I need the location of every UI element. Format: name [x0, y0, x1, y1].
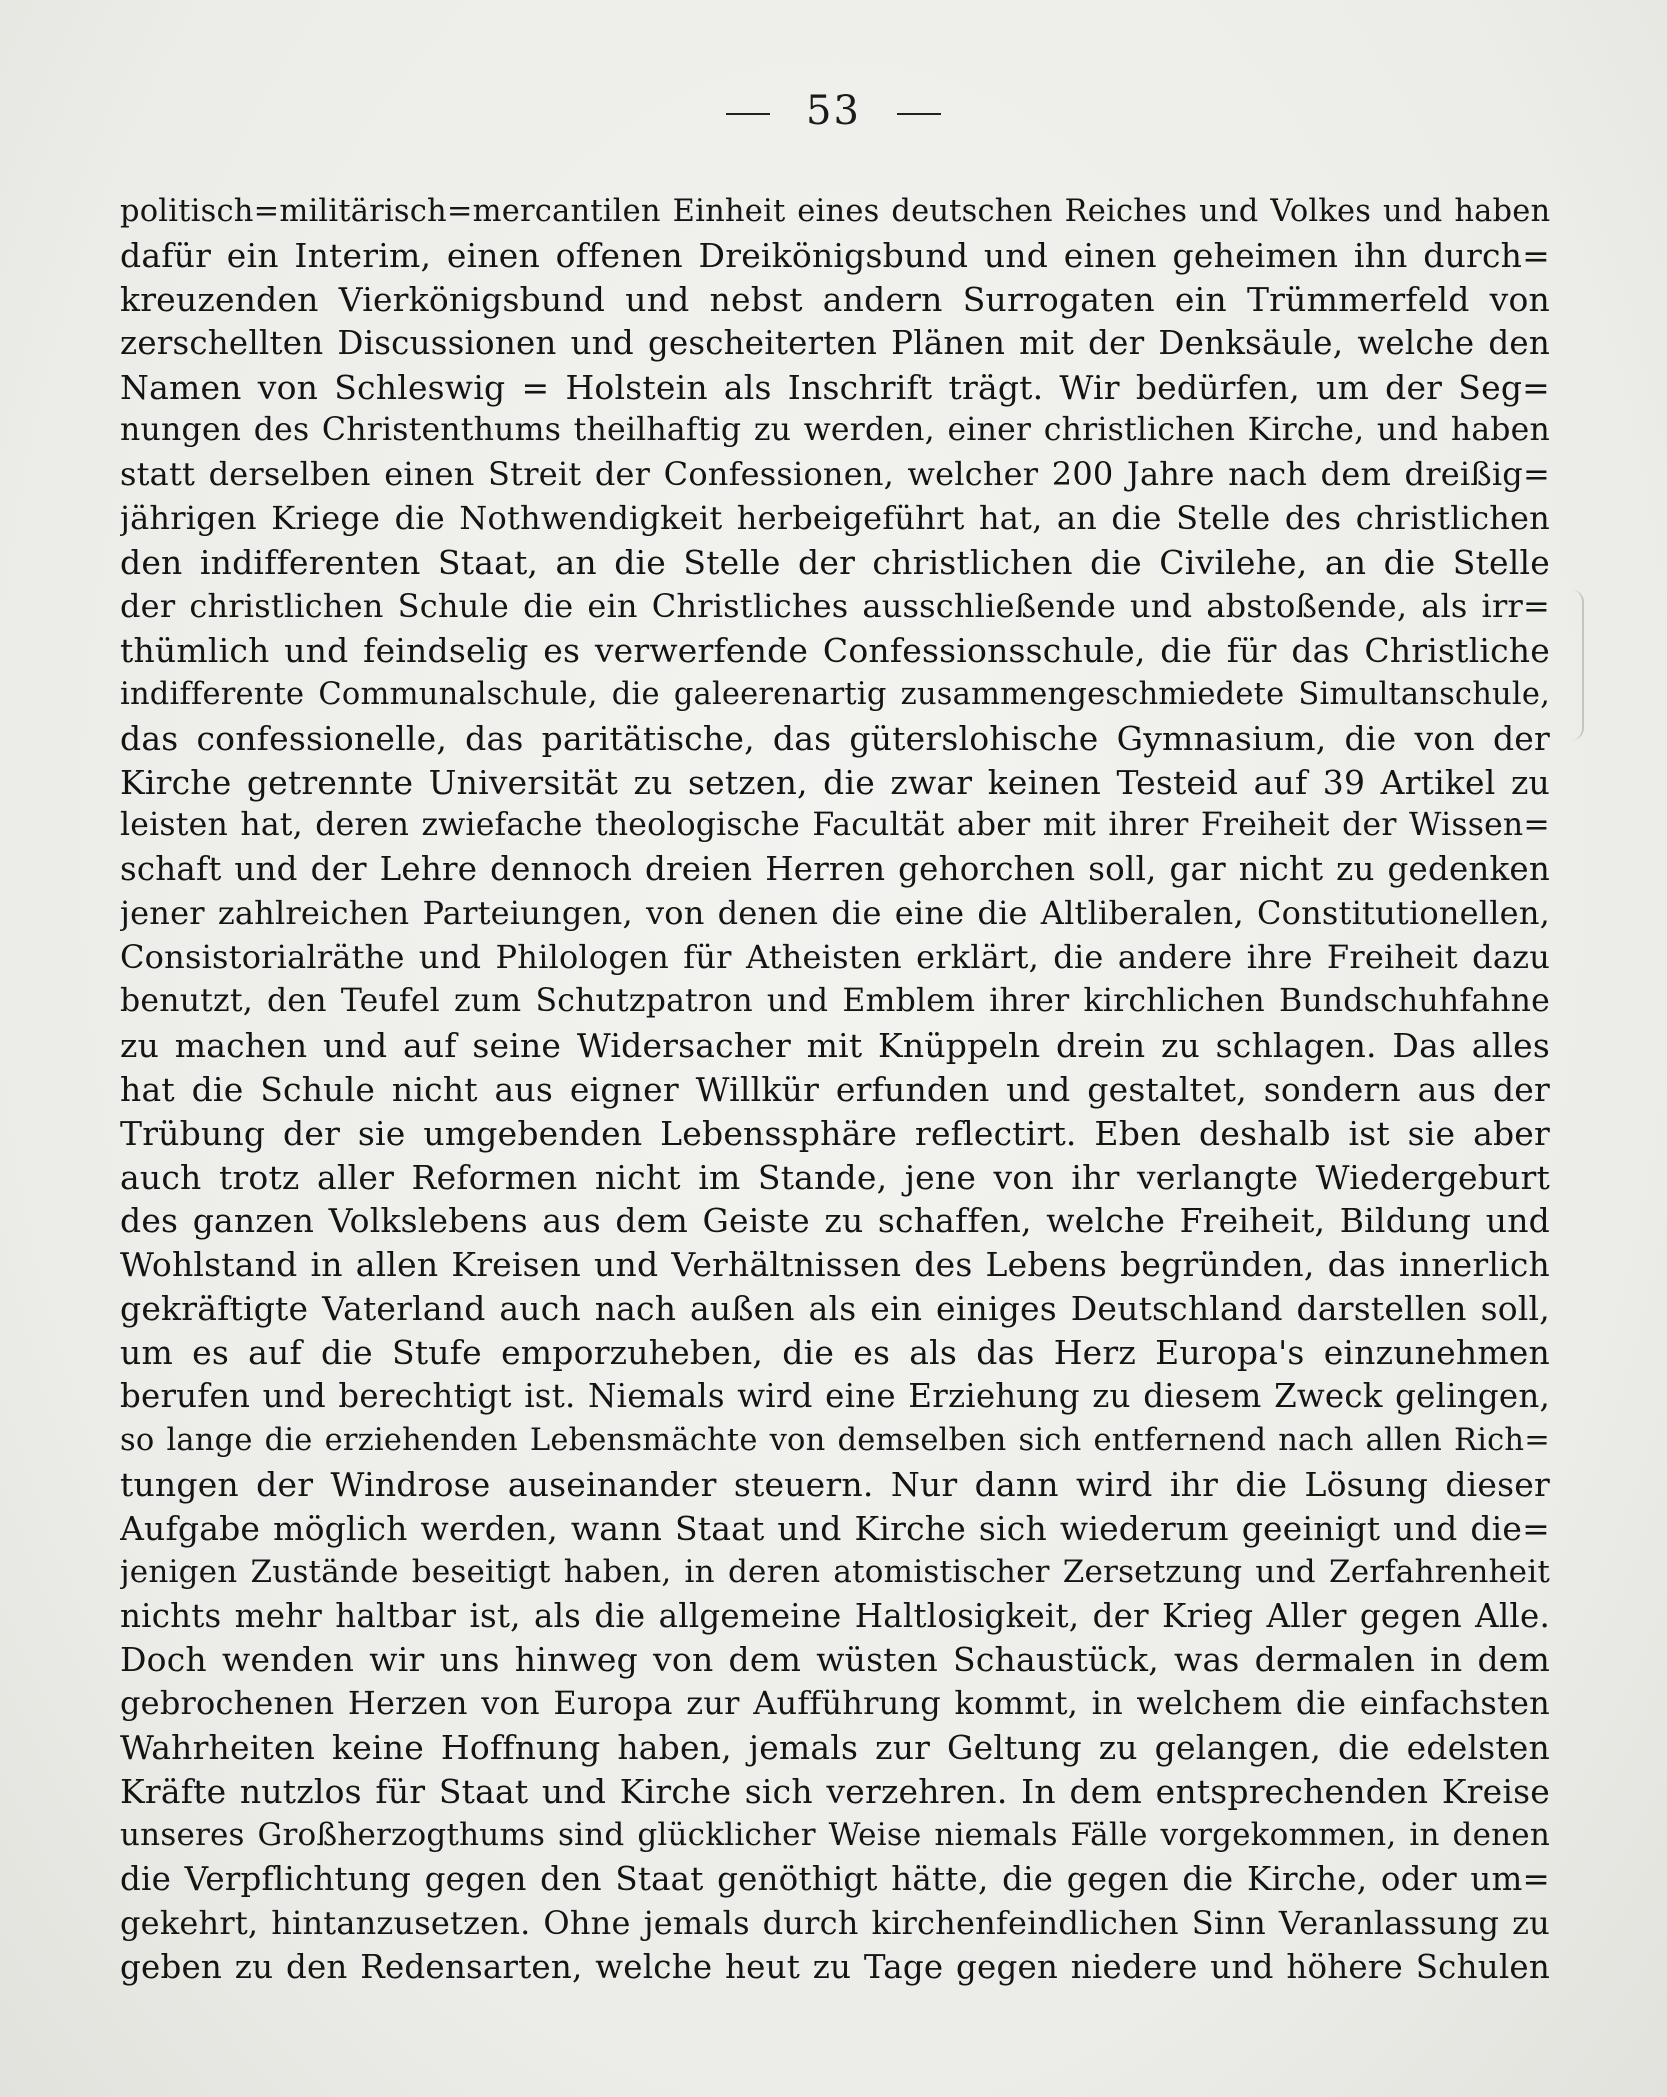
text-line: Consistorialräthe und Philologen für Atheisten erklärt, die andere ihre Freiheit dazu: [120, 938, 1550, 977]
text-line: der christlichen Schule die ein Christliches ausschließende und abstoßende, als irr=: [120, 587, 1550, 626]
text-line: nichts mehr haltbar ist, als die allgemeine Haltlosigkeit, der Krieg Aller gegen Alle.: [120, 1596, 1550, 1635]
text-line: kreuzenden Vierkönigsbund und nebst andern Surrogaten ein Trümmerfeld von: [120, 279, 1550, 319]
text-line: unseres Großherzogthums sind glücklicher Weise niemals Fälle vorgekommen, in denen: [120, 1816, 1550, 1853]
page-header: [0, 88, 1667, 134]
page-body-text: [120, 190, 1550, 1990]
text-line: Aufgabe möglich werden, wann Staat und Kirche sich wiederum geeinigt und die=: [120, 1508, 1550, 1548]
text-line: thümlich und feindselig es verwerfende Confessionsschule, die für das Christliche: [120, 630, 1550, 670]
text-line: statt derselben einen Streit der Confessionen, welcher 200 Jahre nach dem dreißig=: [120, 455, 1550, 494]
text-line: zerschellten Discussionen und gescheiterten Plänen mit der Denksäule, welche den: [120, 323, 1550, 362]
text-line: die Verpflichtung gegen den Staat genöthigt hätte, die gegen die Kirche, oder um=: [120, 1859, 1550, 1898]
text-line: um es auf die Stufe emporzuheben, die es als das Herz Europa's einzunehmen: [120, 1333, 1550, 1373]
text-line: Namen von Schleswig = Holstein als Inschrift trägt. Wir bedürfen, um der Seg=: [120, 367, 1550, 407]
text-line: Wahrheiten keine Hoffnung haben, jemals zur Geltung zu gelangen, die edelsten: [120, 1728, 1550, 1768]
text-line: jenigen Zustände beseitigt haben, in deren atomistischer Zersetzung und Zerfahrenheit: [120, 1553, 1550, 1590]
text-line: berufen und berechtigt ist. Niemals wird eine Erziehung zu diesem Zweck gelingen,: [120, 1377, 1550, 1416]
header-dash-right: [897, 113, 941, 115]
text-line: hat die Schule nicht aus eigner Willkür erfunden und gestaltet, sondern aus der: [120, 1069, 1550, 1109]
text-line: Kräfte nutzlos für Staat und Kirche sich verzehren. In dem entsprechenden Kreise: [120, 1772, 1550, 1812]
text-line: zu machen und auf seine Widersacher mit Knüppeln drein zu schlagen. Das alles: [120, 1025, 1550, 1065]
text-line: jener zahlreichen Parteiungen, von denen die eine die Altliberalen, Constitutionellen,: [120, 894, 1550, 933]
text-line: Trübung der sie umgebenden Lebenssphäre reflectirt. Eben deshalb ist sie aber: [120, 1113, 1550, 1153]
text-line: schaft und der Lehre dennoch dreien Herren gehorchen soll, gar nicht zu gedenken: [120, 850, 1550, 889]
text-line: benutzt, den Teufel zum Schutzpatron und Emblem ihrer kirchlichen Bundschuhfahne: [120, 983, 1550, 1020]
text-line: nungen des Christenthums theilhaftig zu werden, einer christlichen Kirche, und haben: [120, 412, 1550, 449]
text-line: Kirche getrennte Universität zu setzen, die zwar keinen Testeid auf 39 Artikel zu: [120, 762, 1550, 802]
text-line: gekräftigte Vaterland auch nach außen als ein einiges Deutschland darstellen soll,: [120, 1289, 1550, 1329]
pencil-margin-mark: [1568, 590, 1584, 740]
text-line: des ganzen Volkslebens aus dem Geiste zu schaffen, welche Freiheit, Bildung und: [120, 1201, 1550, 1241]
text-line: das confessionelle, das paritätische, das güterslohische Gymnasium, die von der: [120, 718, 1550, 758]
text-line: geben zu den Redensarten, welche heut zu Tage gegen niedere und höhere Schulen: [120, 1947, 1550, 1986]
text-line: leisten hat, deren zwiefache theologische Facultät aber mit ihrer Freiheit der Wissen=: [120, 807, 1550, 844]
text-line: auch trotz aller Reformen nicht im Stande, jene von ihr verlangte Wiedergeburt: [120, 1157, 1550, 1197]
text-line: gebrochenen Herzen von Europa zur Aufführung kommt, in welchem die einfachsten: [120, 1684, 1550, 1723]
text-line: politisch=militärisch=mercantilen Einheit eines deutschen Reiches und Volkes und haben: [120, 194, 1550, 229]
header-dash-left: [726, 113, 770, 115]
text-line: gekehrt, hintanzusetzen. Ohne jemals durch kirchenfeindlichen Sinn Veranlassung zu: [120, 1903, 1550, 1942]
text-line: jährigen Kriege die Nothwendigkeit herbeigeführt hat, an die Stelle des christlichen: [120, 499, 1550, 538]
text-line: tungen der Windrose auseinander steuern. Nur dann wird ihr die Lösung dieser: [120, 1464, 1550, 1504]
text-line: dafür ein Interim, einen offenen Dreikönigsbund und einen geheimen ihn durch=: [120, 235, 1550, 275]
page-number: 53: [806, 88, 861, 134]
text-line: indifferente Communalschule, die galeerenartig zusammengeschmiedete Simultanschule,: [120, 676, 1550, 712]
text-line: Wohlstand in allen Kreisen und Verhältnissen des Lebens begründen, das innerlich: [120, 1245, 1550, 1285]
text-line: so lange die erziehenden Lebensmächte von demselben sich entfernend nach allen Rich=: [120, 1422, 1550, 1458]
text-line: den indifferenten Staat, an die Stelle der christlichen die Civilehe, an die Stelle: [120, 543, 1550, 583]
text-line: Doch wenden wir uns hinweg von dem wüsten Schaustück, was dermalen in dem: [120, 1640, 1550, 1680]
